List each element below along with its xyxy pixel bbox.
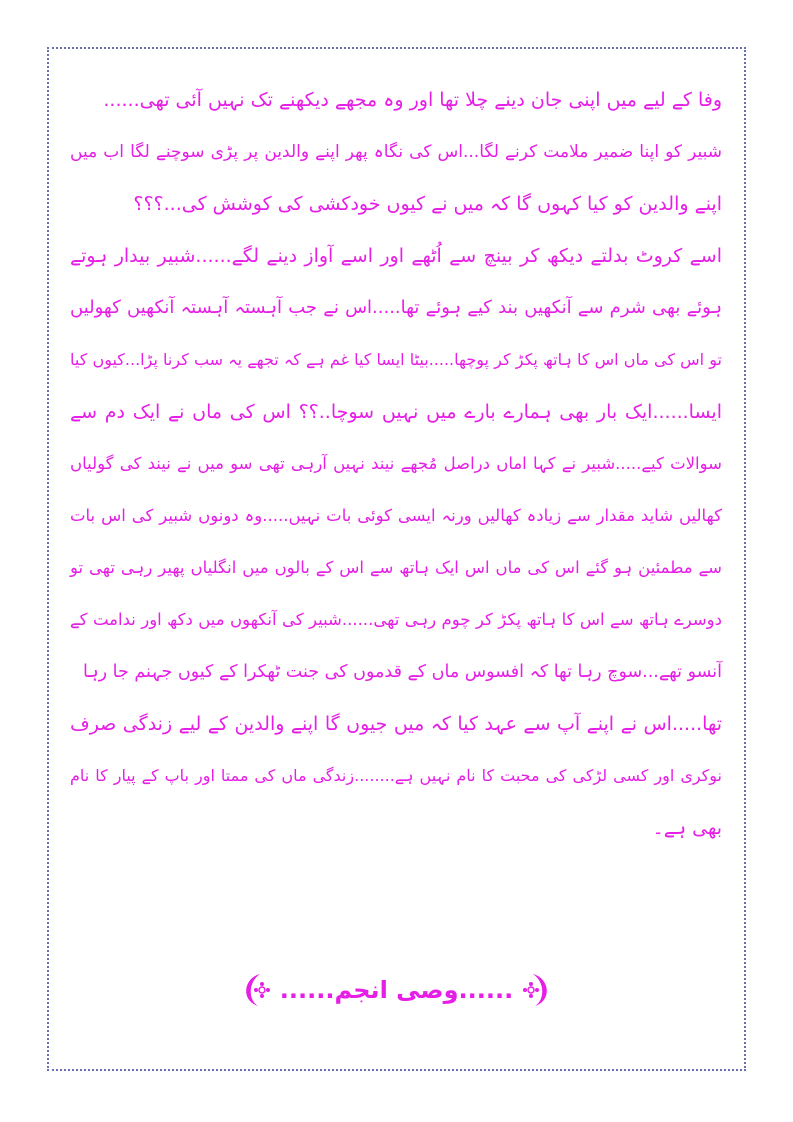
text-line: وفا کے لیے میں اپنی جان دینے چلا تھا اور وہ مجھے دیکھنے تک نہیں آئی تھی...... (103, 89, 722, 111)
text-line: ہوئے بھی شرم سے آنکھیں بند کیے ہوئے تھا.....اس نے جب آہستہ آہستہ آنکھیں کھولیں (70, 297, 722, 318)
text-line: تھا.....اس نے اپنے آپ سے عہد کیا کہ میں جیوں گا اپنے والدین کے لیے زندگی صرف (70, 713, 722, 735)
text-line: تو اس کی ماں اس کا ہاتھ پکڑ کر پوچھا.....بیٹا ایسا کیا غم ہے کہ تجھے یہ سب کرنا پڑا...کیوں کیا (70, 350, 722, 369)
text-line: شبیر کو اپنا ضمیر ملامت کرنے لگا...اس کی نگاہ پھر اپنے والدین پر پڑی سوچنے لگا اب میں (70, 142, 722, 162)
crescent-flower-ornament-right-icon (519, 970, 559, 1010)
text-line: اپنے والدین کو کیا کہوں گا کہ میں نے کیوں خودکشی کی کوشش کی...؟؟؟ (133, 193, 722, 215)
text-line: سوالات کیے.....شبیر نے کہا اماں دراصل مُجھے نیند نہیں آرہی تھی سو میں نے نیند کی گولیاں (70, 454, 722, 473)
text-line: دوسرے ہاتھ سے اس کا ہاتھ پکڑ کر چوم رہی تھی......شبیر کی آنکھوں میں دکھ اور ندامت کے (70, 610, 722, 629)
crescent-flower-ornament-left-icon (234, 970, 274, 1010)
author-signature (0, 970, 793, 1022)
signature-text: ......وصی انجم...... (279, 976, 514, 1004)
text-line: ایسا......ایک بار بھی ہمارے بارے میں نہیں سوچا..؟؟ اس کی ماں نے ایک دم سے (70, 401, 722, 423)
text-line: آنسو تھے...سوچ رہا تھا کہ افسوس ماں کے قدموں کی جنت ٹھکرا کے کیوں جہنم جا رہا (83, 662, 722, 682)
text-line: بھی ہے۔ (652, 817, 722, 839)
text-line: نوکری اور کسی لڑکی کی محبت کا نام نہیں ہے........زندگی ماں کی ممتا اور باپ کے پیار کا نام (70, 766, 722, 785)
text-line: کھالیں شاید مقدار سے زیادہ کھالیں ورنہ ایسی کوئی بات نہیں.....وہ دونوں شبیر کی اس بات (70, 506, 722, 525)
text-line: سے مطمئین ہو گئے اس کی ماں اس ایک ہاتھ سے اس کے بالوں میں انگلیاں پھیر رہی تھی تو (70, 558, 722, 577)
story-text (70, 80, 722, 860)
text-line: اسے کروٹ بدلتے دیکھ کر بینچ سے اُٹھے اور اسے آواز دینے لگے......شبیر بیدار ہوتے (70, 245, 722, 267)
